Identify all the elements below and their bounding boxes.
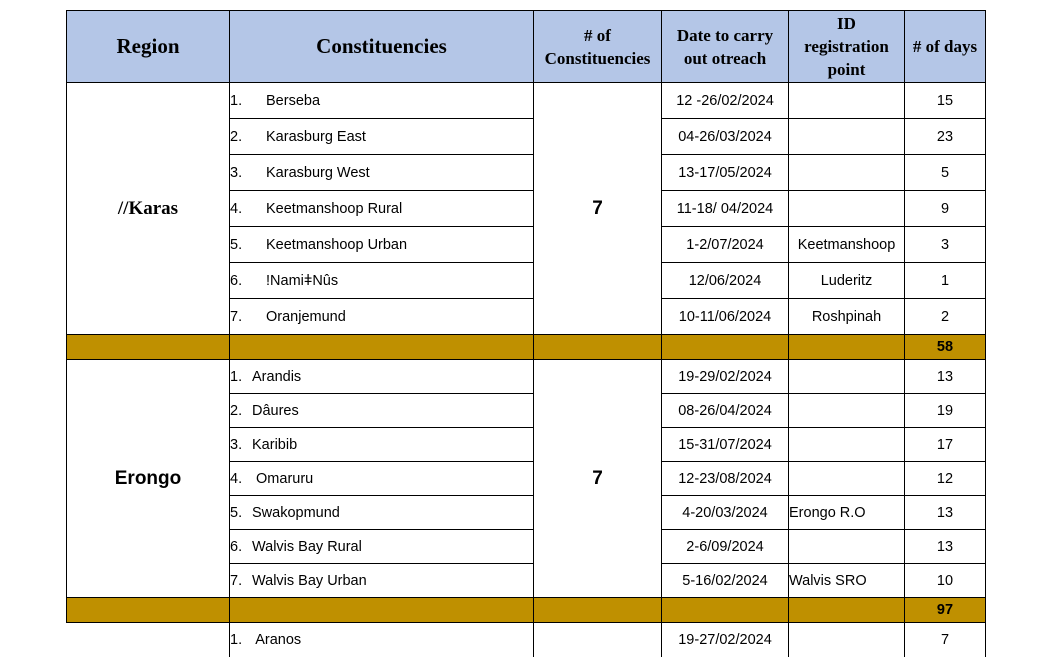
region-erongo: Erongo (67, 360, 230, 598)
constituency-cell: 1. Berseba (230, 83, 534, 119)
id-point-cell: Keetmanshoop (789, 227, 905, 263)
days-cell: 19 (905, 394, 986, 428)
date-cell: 19-29/02/2024 (662, 360, 789, 394)
header-id-line2: registration (804, 37, 889, 56)
id-point-cell (789, 119, 905, 155)
header-constituencies: Constituencies (230, 11, 534, 83)
days-cell: 13 (905, 496, 986, 530)
header-row (67, 11, 986, 83)
constituency-cell: 2. Karasburg East (230, 119, 534, 155)
days-cell: 3 (905, 227, 986, 263)
id-point-cell (789, 530, 905, 564)
id-point-cell: Erongo R.O (789, 496, 905, 530)
header-id-point (789, 11, 905, 83)
erongo-total-row (67, 598, 986, 623)
date-cell: 08-26/04/2024 (662, 394, 789, 428)
days-cell: 17 (905, 428, 986, 462)
table-row (67, 360, 986, 394)
date-cell: 12 -26/02/2024 (662, 83, 789, 119)
constituency-cell: 6. Walvis Bay Rural (230, 530, 534, 564)
days-cell: 9 (905, 191, 986, 227)
id-point-cell: Walvis SRO (789, 564, 905, 598)
outreach-table (66, 10, 986, 657)
date-cell: 12-23/08/2024 (662, 462, 789, 496)
header-num-constituencies-line2: Constituencies (544, 48, 651, 68)
date-cell: 1-2/07/2024 (662, 227, 789, 263)
id-point-cell (789, 394, 905, 428)
date-cell: 12/06/2024 (662, 263, 789, 299)
id-point-cell (789, 462, 905, 496)
days-cell: 13 (905, 530, 986, 564)
id-point-cell (789, 155, 905, 191)
constituency-cell: 6. !NamiǂNûs (230, 263, 534, 299)
constituency-cell: 3. Karasburg West (230, 155, 534, 191)
header-date-line1: Date to carry (676, 25, 774, 45)
days-cell: 1 (905, 263, 986, 299)
id-point-cell (789, 623, 905, 657)
table-row (67, 83, 986, 119)
id-point-cell (789, 360, 905, 394)
header-num-constituencies (534, 11, 662, 83)
date-cell: 04-26/03/2024 (662, 119, 789, 155)
constituency-cell: 3. Karibib (230, 428, 534, 462)
days-cell: 7 (905, 623, 986, 657)
karas-total-row (67, 335, 986, 360)
header-date-line2: out otreach (683, 48, 767, 68)
constituency-cell: 5. Keetmanshoop Urban (230, 227, 534, 263)
karas-total: 58 (905, 335, 986, 360)
id-point-cell (789, 191, 905, 227)
header-days: # of days (905, 11, 986, 83)
id-point-cell: Luderitz (789, 263, 905, 299)
header-id-line1: ID (837, 14, 856, 33)
constituency-cell: 7. Walvis Bay Urban (230, 564, 534, 598)
days-cell: 15 (905, 83, 986, 119)
days-cell: 12 (905, 462, 986, 496)
constituency-cell: 7. Oranjemund (230, 299, 534, 335)
constituency-cell: 1. Arandis (230, 360, 534, 394)
erongo-count: 7 (534, 360, 662, 598)
constituency-cell: 4. Omaruru (230, 462, 534, 496)
date-cell: 11-18/ 04/2024 (662, 191, 789, 227)
header-num-constituencies-line1: # of (584, 25, 611, 45)
header-id-line3: point (827, 60, 866, 79)
erongo-total: 97 (905, 598, 986, 623)
id-point-cell: Roshpinah (789, 299, 905, 335)
id-point-cell (789, 83, 905, 119)
constituency-cell: 4. Keetmanshoop Rural (230, 191, 534, 227)
days-cell: 2 (905, 299, 986, 335)
table-row (67, 623, 986, 657)
date-cell: 2-6/09/2024 (662, 530, 789, 564)
date-cell: 15-31/07/2024 (662, 428, 789, 462)
date-cell: 10-11/06/2024 (662, 299, 789, 335)
days-cell: 10 (905, 564, 986, 598)
days-cell: 23 (905, 119, 986, 155)
days-cell: 13 (905, 360, 986, 394)
date-cell: 5-16/02/2024 (662, 564, 789, 598)
region-karas: //Karas (67, 83, 230, 335)
date-cell: 13-17/05/2024 (662, 155, 789, 191)
karas-count: 7 (534, 83, 662, 335)
constituency-cell: 5. Swakopmund (230, 496, 534, 530)
days-cell: 5 (905, 155, 986, 191)
header-region: Region (67, 11, 230, 83)
id-point-cell (789, 428, 905, 462)
header-date (662, 11, 789, 83)
date-cell: 4-20/03/2024 (662, 496, 789, 530)
constituency-cell: 2. Dâures (230, 394, 534, 428)
date-cell: 19-27/02/2024 (662, 623, 789, 657)
constituency-cell: 1. Aranos (230, 623, 534, 657)
